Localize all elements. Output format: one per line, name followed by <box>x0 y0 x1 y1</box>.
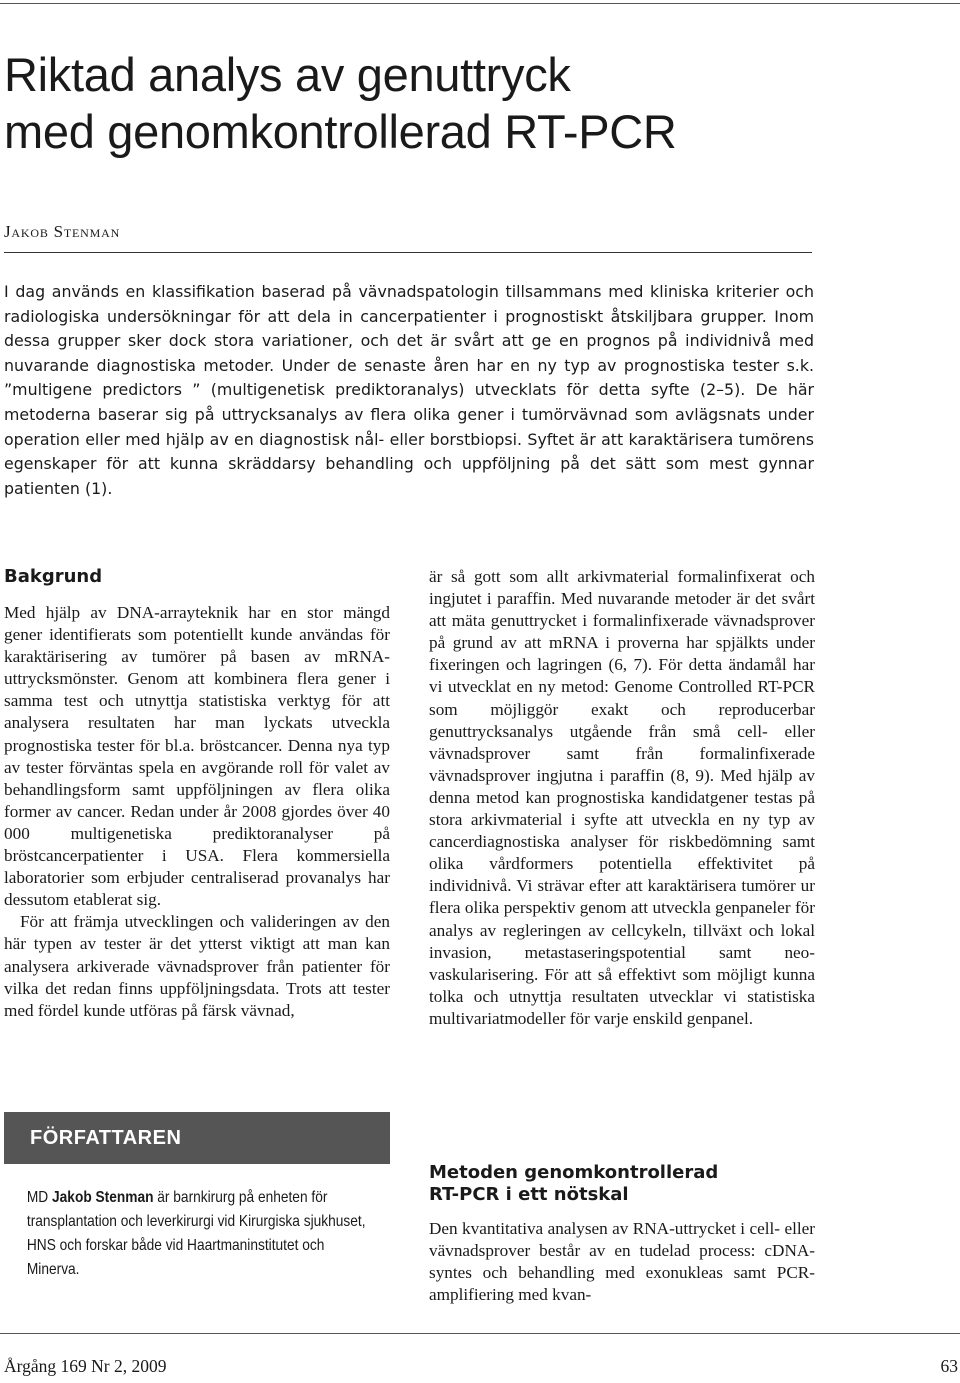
author-box-bio: är barnkirurg på enheten för transplantation och leverkirurgi vid Kirurgiska sjukhuset, HNS och forskar både vid Haartmaninstitutet och Minerva. <box>26 1189 366 1278</box>
body-paragraph: Den kvantitativa analysen av RNA-uttrycket i cell- eller vävnadsprover består av en tudelad process: cDNA-syntes och behandling med exonukleas samt PCR-amplifiering med kvan- <box>429 1219 815 1305</box>
author-box <box>4 1112 390 1292</box>
right-column-lower <box>429 1218 815 1306</box>
footer-issue: Årgång 169 Nr 2, 2009 <box>4 1356 167 1376</box>
section-heading-metoden <box>429 1162 815 1206</box>
author-rule <box>4 252 812 253</box>
section-heading-metoden-line2: RT-PCR i ett nötskal <box>429 1184 629 1205</box>
article-author: Jakob Stenman <box>4 222 121 241</box>
body-paragraph: För att främja utvecklingen och valideringen av den här typen av tester är det ytterst viktigt att man kan analysera arkiverade vävnadsprover från patienter för vilka det redan finns uppföljningsdata. Trots att tester med fördel kunde utföras på färsk vävnad, <box>4 912 390 1020</box>
body-paragraph: är så gott som allt arkivmaterial formalinfixerat och ingjutet i paraffin. Med nuvarande metoder är det svårt att mäta genuttrycket i formalinfixerade vävnadsprover på grund av att mRNA i proverna har spjälkts under fixeringen och lagringen (6, 7). För detta ändamål har vi utvecklat en ny metod: Genome Controlled RT-PCR som möjliggör exakt och reproducerbar genuttrycksanalys utgående från små cell- eller vävnadsprover samt från formalinfixerade vävnadsprover ingjutna i paraffin (8, 9). Med hjälp av denna metod kan prognostiska kandidatgener testas på stora arkivmaterial i syfte att utveckla en ny typ av cancerdiagnostiska analyser för riskbedömning samt olika vårdformers potentiella effektivitet på individnivå. Vi strävar efter att karaktärisera tumörer ur flera olika perspektiv genom att utveckla genpaneler för analys av regleringen av cellcykeln, tillväxt och lokal invasion, metastaseringspotential samt neo-vaskularisering. För att så effektivt som möjligt kunna tolka och utnyttja resultaten utvecklar vi statistiska multivariatmodeller för varje enskild genpanel. <box>429 567 815 1028</box>
section-heading-bakgrund: Bakgrund <box>4 566 103 587</box>
article-title-line2: med genomkontrollerad RT-PCR <box>4 105 677 158</box>
article-title-line1: Riktad analys av genuttryck <box>4 48 571 101</box>
left-column <box>4 566 390 1022</box>
top-rule <box>0 3 960 4</box>
author-box-prefix: MD <box>26 1189 53 1206</box>
author-box-name: Jakob Stenman <box>52 1189 154 1206</box>
footer-page-number: 63 <box>940 1356 958 1376</box>
footer-rule <box>0 1333 960 1334</box>
section-heading-metoden-line1: Metoden genomkontrollerad <box>429 1162 719 1183</box>
body-paragraph: Med hjälp av DNA-arrayteknik har en stor mängd gener identifierats som potentiellt kunde användas för karaktärisering av tumörer på basen av mRNA-uttrycksmönster. Genom att kombinera flera gener i samma test och utnyttja statistiska verktyg för att analysera resultaten har man lyckats utveckla prognostiska tester för bl.a. bröstcancer. Denna nya typ av tester förväntas spela en avgörande roll för valet av behandlingsform samt uppföljningen av flera olika former av cancer. Redan under år 2008 gjordes över 40 000 multigenetiska prediktoranalyser på bröstcancerpatienter i USA. Flera kommersiella laboratorier som erbjuder centraliserad provanalys har dessutom etablerat sig. <box>4 603 390 910</box>
right-column <box>429 566 815 1030</box>
lead-paragraph: I dag används en klassifikation baserad på vävnadspatologin tillsammans med kliniska kriterier och radiologiska undersökningar för att dela in cancerpatienter i prognostiskt åtskiljbara grupper. Inom dessa grupper sker dock stora variationer, och det är svårt att ge en prognos på individnivå med nuvarande diagnostiska metoder. Under de senaste åren har en ny typ av prognostiska tester s.k. ”multigene predictors ” (multigenetisk prediktoranalys) utvecklats för detta syfte (2–5). De här metoderna baserar sig på uttrycksanalys av flera olika gener i tumörvävnad som avlägsnats under operation eller med hjälp av en diagnostisk nål- eller borstbiopsi. Syftet är att karaktärisera tumörens egenskaper för att kunna skräddarsy behandling och uppföljning på det sätt som mest gynnar patienten (1). <box>4 282 814 498</box>
author-box-body <box>4 1164 379 1282</box>
author-box-heading: FÖRFATTAREN <box>4 1112 390 1164</box>
article-title <box>4 46 677 160</box>
